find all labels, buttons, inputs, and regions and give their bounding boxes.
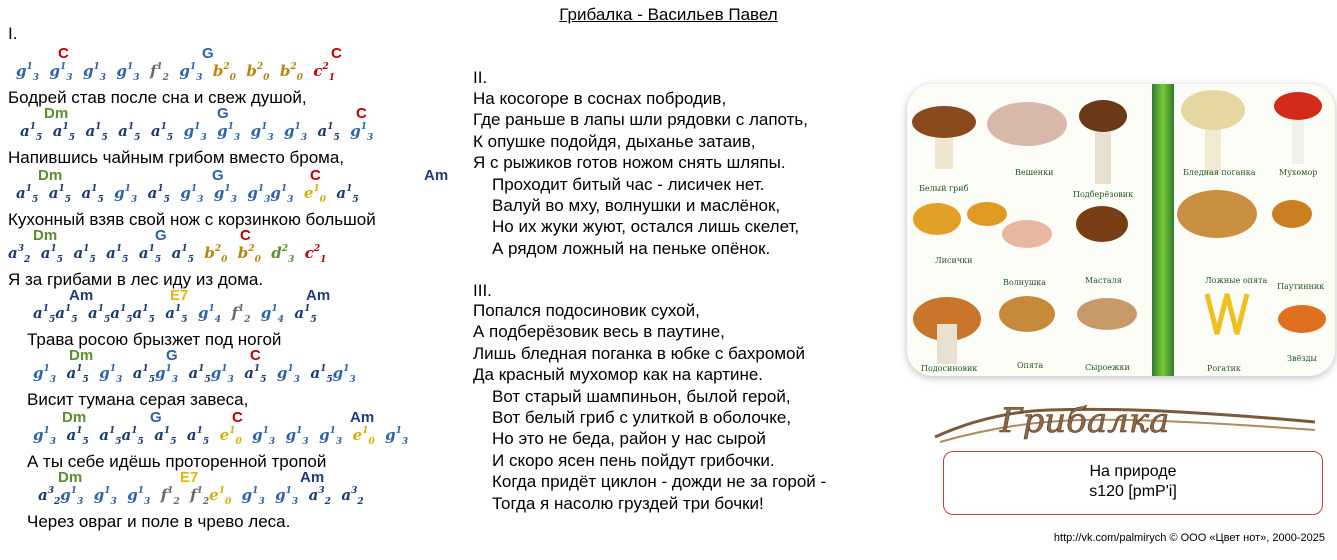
- label-deathcap: Бледная поганка: [1183, 168, 1256, 177]
- chord: Am: [424, 167, 449, 184]
- fret-mark: $a^1_5$: [317, 122, 340, 143]
- chord: E7: [180, 469, 199, 486]
- fret-mark: $a^1_5$: [310, 364, 333, 385]
- lyric-line: Но их жуки жуют, остался лишь скелет,: [492, 217, 800, 237]
- chord: Am: [69, 287, 94, 304]
- chord: Dm: [44, 105, 69, 122]
- lyric-line: На косогоре в соснах побродив,: [473, 89, 727, 108]
- fret-mark: $f^1_2$: [231, 304, 251, 325]
- fret-notation: [20, 122, 384, 143]
- fret-mark: $a^3_2$: [341, 486, 364, 507]
- fret-mark: $a^1_5$: [121, 426, 144, 447]
- fret-mark: $a^1_5$: [55, 304, 78, 325]
- fret-mark: $a^1_5$: [81, 184, 104, 205]
- label-volnushka: Волнушка: [1003, 278, 1047, 287]
- fret-mark: $a^1_5$: [20, 122, 43, 143]
- fret-mark: $a^1_5$: [87, 304, 111, 325]
- fret-mark: $e^1_0$: [352, 426, 375, 447]
- fret-mark: $g^1_3$: [241, 486, 265, 507]
- chord: G: [212, 167, 224, 184]
- fret-mark: $g^1_3$: [127, 486, 151, 507]
- chord: Dm: [33, 227, 58, 244]
- chord: Am: [350, 409, 375, 426]
- fret-mark: $g^1_3$: [154, 364, 178, 385]
- label-honey: Опята: [1017, 361, 1044, 370]
- fret-mark: $g^1_3$: [49, 62, 73, 83]
- lyric-line: Тогда я насолю груздей три бочки!: [492, 493, 764, 513]
- chord: Am: [300, 469, 325, 486]
- chord: E7: [170, 287, 189, 304]
- fret-mark: $a^1_5$: [16, 184, 39, 205]
- lyric-line: А рядом ложный на пеньке опёнок.: [492, 238, 771, 258]
- lyric-line: Проходит битый час - лисичек нет.: [492, 174, 765, 194]
- fret-mark: $g^1_3$: [270, 184, 294, 205]
- fret-mark: $a^3_2$: [38, 486, 61, 507]
- lyric-line: К опушке подойдя, дыханье затаив,: [473, 131, 756, 151]
- lyric-line: И скоро ясен пень пойдут грибочки.: [492, 450, 775, 470]
- label-butter: Масталя: [1085, 276, 1122, 285]
- chord: C: [331, 45, 342, 62]
- label-russula: Сыроежки: [1085, 363, 1130, 372]
- info-style: На природе: [1089, 463, 1177, 480]
- fret-notation: [33, 364, 366, 385]
- label-amanita: Мухомор: [1279, 168, 1318, 177]
- fret-mark: $a^1_5$: [40, 244, 63, 265]
- label-coral: Рогатик: [1207, 364, 1241, 373]
- fret-mark: $a^1_5$: [244, 364, 267, 385]
- chord: C: [232, 409, 243, 426]
- chord: C: [240, 227, 251, 244]
- fret-mark: $a^1_5$: [66, 364, 89, 385]
- fret-mark: $a^1_5$: [171, 244, 194, 265]
- fret-mark: $g^1_3$: [276, 364, 300, 385]
- lyric-line: А подберёзовик весь в паутине,: [473, 322, 725, 342]
- label-false-honey: Ложные опята: [1205, 276, 1268, 285]
- lyric-line: Трава росою брызжет под ногой: [27, 330, 282, 349]
- fret-mark: $g^1_3$: [247, 184, 271, 205]
- fret-mark: $a^1_5$: [73, 244, 96, 265]
- chord: Dm: [62, 409, 87, 426]
- fret-mark: $g^1_3$: [93, 486, 117, 507]
- fret-mark: $g^1_3$: [99, 364, 123, 385]
- song-title: Грибалка - Васильев Павел: [559, 5, 778, 24]
- fret-mark: $a^1_5$: [106, 244, 129, 265]
- fret-notation: [33, 304, 327, 325]
- label-birch: Подберёзовик: [1073, 190, 1134, 199]
- fret-mark: $c^2_1$: [304, 244, 327, 265]
- fret-mark: $b^2_0$: [237, 244, 261, 265]
- fret-mark: $d^2_3$: [271, 244, 295, 265]
- fret-mark: $g^1_3$: [332, 364, 356, 385]
- fret-mark: $a^1_5$: [188, 364, 211, 385]
- fret-mark: $b^2_0$: [212, 62, 236, 83]
- fret-mark: $a^1_5$: [48, 184, 71, 205]
- fret-mark: $a^1_5$: [99, 426, 122, 447]
- lyric-line: А ты себе идёшь проторенной тропой: [27, 452, 327, 471]
- fret-mark: $g^1_3$: [284, 122, 308, 143]
- fret-mark: $g^1_4$: [197, 304, 221, 325]
- lyric-line: Лишь бледная поганка в юбке с бахромой: [473, 343, 805, 363]
- label-star: Звёзды: [1287, 354, 1317, 363]
- fret-mark: $g^1_3$: [33, 364, 57, 385]
- lyric-line: Где раньше в лапы шли рядовки с лапоть,: [473, 110, 808, 130]
- lyric-line: Я за грибами в лес иду из дома.: [8, 270, 264, 289]
- copyright-footer: http://vk.com/palmirych © ООО «Цвет нот», 2000-2025: [1053, 532, 1325, 544]
- chord: C: [58, 45, 69, 62]
- lyric-line: Когда придёт циклон - дожди не за горой -: [492, 472, 827, 492]
- fret-mark: $g^1_3$: [114, 184, 138, 205]
- label-chanterelle: Лисички: [935, 256, 973, 265]
- fret-notation: [16, 184, 369, 205]
- verse-2-number: II.: [473, 68, 488, 87]
- fret-mark: $g^1_3$: [252, 426, 276, 447]
- label-webcap: Паутинник: [1277, 282, 1325, 291]
- fret-mark: $f^1_2$: [190, 486, 210, 507]
- fret-mark: $a^1_5$: [52, 122, 75, 143]
- label-oyster: Вешенки: [1015, 168, 1054, 177]
- logo-text: Грибалка: [1000, 401, 1170, 441]
- fret-mark: $g^1_3$: [33, 426, 57, 447]
- info-box: [943, 451, 1323, 515]
- fret-mark: $g^1_3$: [385, 426, 409, 447]
- fret-mark: $a^1_5$: [110, 304, 133, 325]
- fret-mark: $a^1_5$: [186, 426, 210, 447]
- lyric-line: Валуй во мху, волнушки и маслёнок,: [492, 196, 781, 215]
- fret-mark: $f^1_2$: [149, 62, 169, 83]
- fret-mark: $g^1_3$: [213, 184, 237, 205]
- fret-mark: $a^1_5$: [294, 304, 317, 325]
- fret-mark: $g^1_3$: [180, 184, 204, 205]
- fret-mark: $g^1_3$: [285, 426, 309, 447]
- lyric-line: Висит тумана серая завеса,: [27, 390, 249, 409]
- fret-mark: $g^1_3$: [183, 122, 207, 143]
- fret-mark: $e^1_0$: [209, 486, 232, 507]
- fret-mark: $b^2_0$: [279, 62, 303, 83]
- fret-mark: $g^1_3$: [217, 122, 241, 143]
- label-aspen: Подосиновик: [921, 364, 978, 373]
- chord: G: [166, 347, 178, 364]
- fret-mark: $a^1_5$: [147, 184, 170, 205]
- fret-mark: $a^1_5$: [132, 364, 155, 385]
- verse-3-number: III.: [473, 281, 492, 300]
- fret-mark: $b^2_0$: [204, 244, 228, 265]
- fret-mark: $f^1_2$: [160, 486, 180, 507]
- lyric-line: Вот белый гриб с улиткой в оболочке,: [492, 408, 792, 427]
- fret-mark: $g^1_4$: [260, 304, 284, 325]
- fret-mark: $a^1_5$: [336, 184, 359, 205]
- fret-mark: $e^1_0$: [303, 184, 326, 205]
- fret-mark: $a^1_5$: [85, 122, 108, 143]
- lyric-line: Напившись чайным грибом вместо брома,: [8, 148, 345, 167]
- chord: C: [250, 347, 261, 364]
- lyric-line: Я с рыжиков готов ножом снять шляпы.: [473, 153, 786, 173]
- fret-mark: $g^1_3$: [210, 364, 234, 385]
- label-white: Белый гриб: [919, 184, 969, 193]
- fret-mark: $g^1_3$: [82, 62, 106, 83]
- lyric-line: Но это не беда, район у нас сырой: [492, 429, 766, 449]
- fret-mark: $a^3_2$: [8, 244, 31, 265]
- green-divider: [1152, 84, 1174, 376]
- fret-mark: $a^1_5$: [154, 426, 177, 447]
- info-code: s120 [pmP'i]: [1089, 483, 1177, 500]
- fret-notation: [33, 426, 419, 447]
- chord: Dm: [38, 167, 63, 184]
- chord: C: [310, 167, 321, 184]
- chord: Dm: [69, 347, 94, 364]
- fret-mark: $g^1_3$: [350, 122, 374, 143]
- fret-mark: $c^2_1$: [313, 62, 335, 83]
- fret-notation: [38, 486, 374, 507]
- fret-mark: $a^1_5$: [33, 304, 56, 325]
- fret-mark: $e^1_0$: [219, 426, 242, 447]
- chord: G: [155, 227, 167, 244]
- chord: G: [202, 45, 214, 62]
- fret-mark: $g^1_3$: [16, 62, 40, 83]
- chord: C: [356, 105, 367, 122]
- fret-mark: $a^1_5$: [66, 426, 89, 447]
- chord: Am: [306, 287, 331, 304]
- mushroom-drawings: [907, 84, 1335, 376]
- lyric-line: Вот старый шампиньон, былой герой,: [492, 386, 791, 406]
- fret-mark: $a^1_5$: [150, 122, 174, 143]
- fret-mark: $b^2_0$: [246, 62, 270, 83]
- fret-mark: $g^1_3$: [319, 426, 343, 447]
- fret-mark: $g^1_3$: [275, 486, 299, 507]
- mushroom-illustration: [907, 84, 1335, 376]
- lyric-line: Попался подосиновик сухой,: [473, 301, 700, 320]
- lyric-line: Через овраг и поле в чрево леса.: [27, 512, 291, 531]
- fret-mark: $a^3_2$: [308, 486, 331, 507]
- lyric-line: Бодрей став после сна и свеж душой,: [8, 88, 307, 107]
- lyric-line: Кухонный взяв свой нож с корзинкою большой: [8, 210, 376, 229]
- chord: G: [217, 105, 229, 122]
- lyric-line: Да красный мухомор как на картине.: [473, 365, 764, 385]
- fret-notation: [16, 62, 345, 83]
- verse-number: I.: [8, 24, 18, 43]
- grib-logo: [930, 392, 1320, 452]
- fret-mark: $g^1_3$: [116, 62, 140, 83]
- fret-mark: $a^1_5$: [118, 122, 141, 143]
- fret-mark: $a^1_5$: [132, 304, 155, 325]
- fret-mark: $a^1_5$: [165, 304, 188, 325]
- fret-mark: $g^1_3$: [179, 62, 203, 83]
- chord: Dm: [58, 469, 83, 486]
- fret-mark: $g^1_3$: [60, 486, 84, 507]
- chord: G: [150, 409, 162, 426]
- fret-mark: $a^1_5$: [138, 244, 162, 265]
- fret-notation: [8, 244, 337, 265]
- fret-mark: $g^1_3$: [250, 122, 274, 143]
